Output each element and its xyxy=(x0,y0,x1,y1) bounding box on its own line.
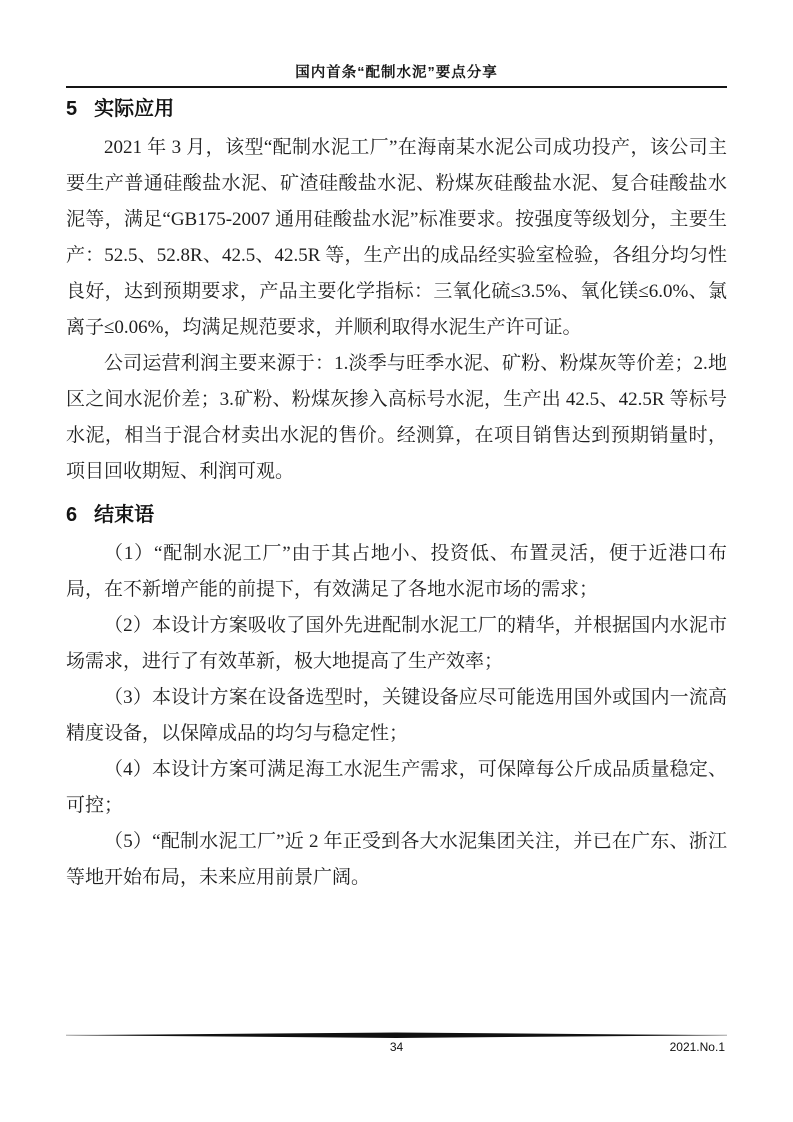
header-rule xyxy=(66,86,727,88)
running-head: 国内首条“配制水泥”要点分享 xyxy=(295,65,498,81)
paragraph: 公司运营利润主要来源于：1.淡季与旺季水泥、矿粉、粉煤灰等价差；2.地区之间水泥价差；3.矿粉、粉煤灰掺入高标号水泥，生产出 42.5、42.5R 等标号水泥，相当于混合材卖出水泥的售价。经测算，在项目销售达到预期销量时，项目回收期短、利润可观。 xyxy=(66,353,727,482)
page-number: 34 xyxy=(389,1040,404,1054)
paragraph: （3）本设计方案在设备选型时，关键设备应尽可能选用国外或国内一流高精度设备，以保障成品的均匀与稳定性； xyxy=(66,687,727,744)
paragraph: （4）本设计方案可满足海工水泥生产需求，可保障每公斤成品质量稳定、可控； xyxy=(66,759,727,816)
issue-number: 2021.No.1 xyxy=(669,1040,725,1054)
page-footer xyxy=(66,1032,727,1058)
section-heading-5 xyxy=(66,96,727,122)
footer-rule xyxy=(66,1032,727,1039)
paragraph: （1）“配制水泥工厂”由于其占地小、投资低、布置灵活，便于近港口布局，在不新增产能的前提下，有效满足了各地水泥市场的需求； xyxy=(66,543,727,600)
paragraph: 2021 年 3 月，该型“配制水泥工厂”在海南某水泥公司成功投产，该公司主要生产普通硅酸盐水泥、矿渣硅酸盐水泥、粉煤灰硅酸盐水泥、复合硅酸盐水泥等，满足“GB175-2007 通用硅酸盐水泥”标准要求。按强度等级划分，主要生产：52.5、52.8R、42.5、42.5R 等，生产出的成品经实验室检验，各组分均匀性良好，达到预期要求，产品主要化学指标：三氧化硫≤3.5%、氧化镁≤6.0%、氯离子≤0.06%，均满足规范要求，并顺利取得水泥生产许可证。 xyxy=(66,137,727,338)
section-number: 6 xyxy=(66,504,78,526)
section-title: 实际应用 xyxy=(94,98,175,120)
section-number: 5 xyxy=(66,98,78,120)
section-heading-6 xyxy=(66,502,727,528)
paragraph: （5）“配制水泥工厂”近 2 年正受到各大水泥集团关注，并已在广东、浙江等地开始布局，未来应用前景广阔。 xyxy=(66,831,727,888)
paragraph: （2）本设计方案吸收了国外先进配制水泥工厂的精华，并根据国内水泥市场需求，进行了有效革新，极大地提高了生产效率； xyxy=(66,615,727,672)
footer-row xyxy=(66,1040,727,1058)
section-title: 结束语 xyxy=(94,504,155,526)
page-content xyxy=(66,90,727,896)
